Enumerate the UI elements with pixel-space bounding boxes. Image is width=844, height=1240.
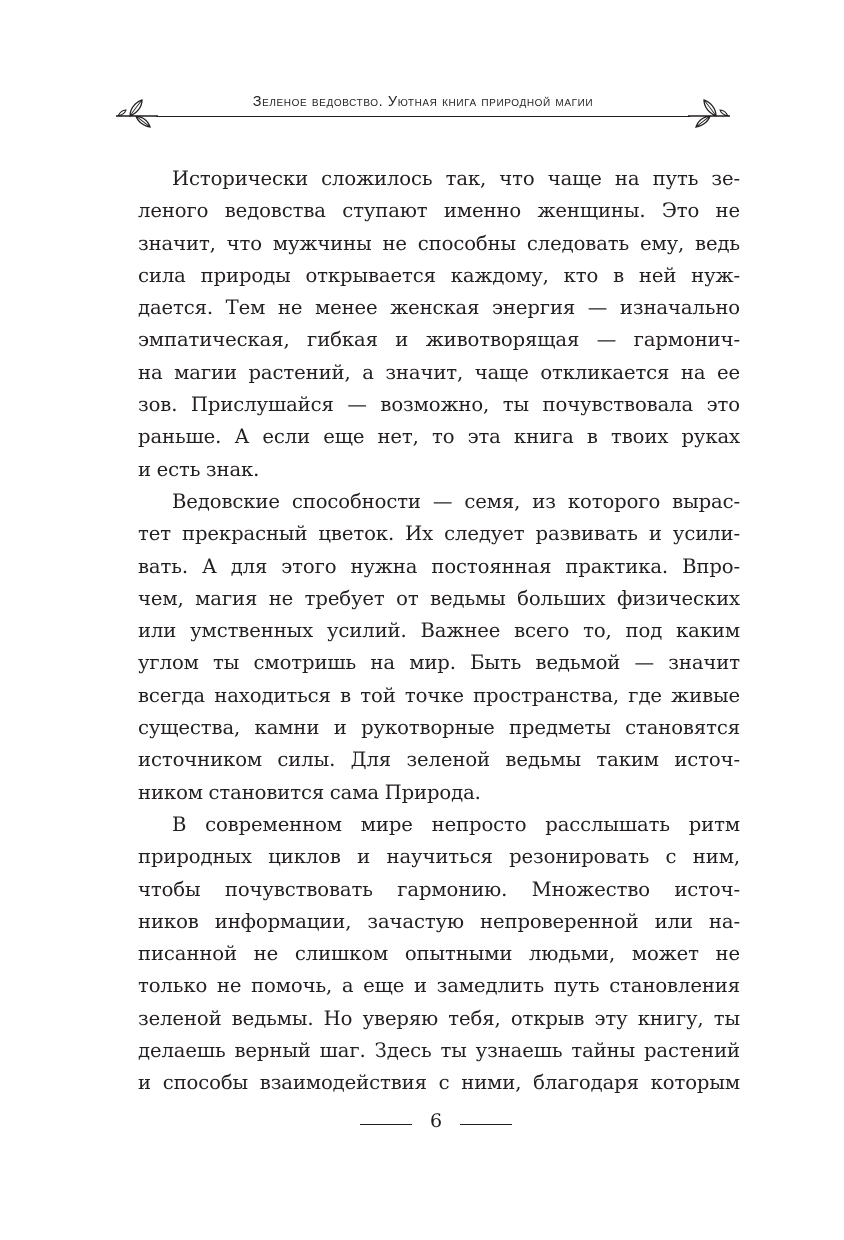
text-line: чтобы почувствовать гармонию. Множество источ- xyxy=(138,877,740,901)
text-line: зов. Прислушайся — возможно, ты почувствовала это xyxy=(138,393,740,417)
text-line: чем, магия не требует от ведьмы больших физических xyxy=(138,586,740,610)
page-number-footer xyxy=(360,1110,512,1140)
paragraph-2 xyxy=(138,486,740,809)
text-line: на магии растений, а значит, чаще откликается на ее xyxy=(138,360,740,384)
folio-dash-right xyxy=(460,1124,512,1125)
text-line: зеленой ведьмы. Но уверяю тебя, открыв эту книгу, ты xyxy=(138,1006,740,1030)
text-line: всегда находиться в той точке пространства, где живые xyxy=(138,683,740,707)
text-line: и способы взаимодействия с ними, благодаря которым xyxy=(138,1071,740,1095)
text-line: только не помочь, а еще и замедлить путь становления xyxy=(138,974,740,998)
text-line: природных циклов и научиться резонировать с ним, xyxy=(138,845,740,869)
body-text xyxy=(138,163,740,1100)
paragraph-1 xyxy=(138,163,740,486)
text-line: вать. А для этого нужна постоянная практика. Впро- xyxy=(138,554,740,578)
leaf-sprig-icon xyxy=(686,92,734,132)
text-line: и есть знак. xyxy=(138,457,260,481)
text-line: леного ведовства ступают именно женщины. Это не xyxy=(138,199,740,223)
text-line: значит, что мужчины не способны следовать ему, ведь xyxy=(138,231,740,255)
text-line: ников информации, зачастую непроверенной или на- xyxy=(138,909,740,933)
running-head xyxy=(112,92,734,132)
text-line: источником силы. Для зеленой ведьмы таким источ- xyxy=(138,748,740,772)
running-head-title: Зеленое ведовство. Уютная книга природной магии xyxy=(252,94,594,110)
text-line: раньше. А если еще нет, то эта книга в твоих руках xyxy=(138,425,740,449)
text-line: Исторически сложилось так, что чаще на путь зе- xyxy=(172,167,740,190)
text-line: углом ты смотришь на мир. Быть ведьмой — значит xyxy=(138,651,740,675)
paragraph-3 xyxy=(138,809,740,1100)
text-line: или умственных усилий. Важнее всего то, под каким xyxy=(138,619,740,643)
text-line: Ведовские способности — семя, из которого выраc- xyxy=(172,489,740,513)
text-line: писанной не слишком опытными людьми, может не xyxy=(138,942,740,966)
text-line: эмпатическая, гибкая и животворящая — гармонич- xyxy=(138,328,740,352)
text-line: существа, камни и рукотворные предметы становятся xyxy=(138,716,740,740)
text-line: делаешь верный шаг. Здесь ты узнаешь тайны растений xyxy=(138,1039,740,1063)
page-number: 6 xyxy=(429,1110,443,1132)
text-line: сила природы открывается каждому, кто в ней нуж- xyxy=(138,263,740,287)
text-line: ником становится сама Природа. xyxy=(138,780,481,804)
text-line: дается. Тем не менее женская энергия — изначально xyxy=(138,296,740,320)
text-line: В современном мире непросто расслышать ритм xyxy=(172,812,740,836)
text-line: тет прекрасный цветок. Их следует развивать и усили- xyxy=(138,522,740,546)
header-rule xyxy=(156,116,690,117)
